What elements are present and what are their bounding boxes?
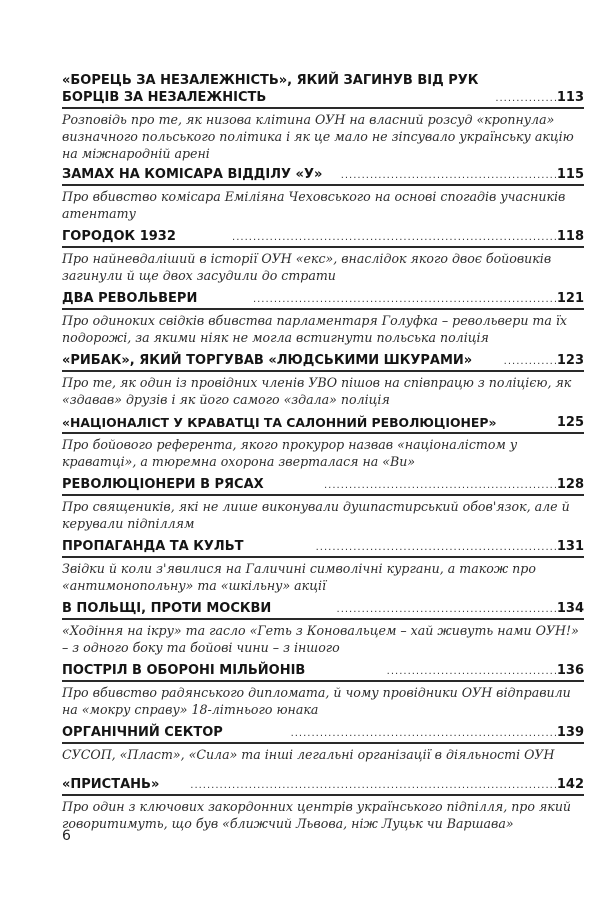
toc-entry-title: «НАЦІОНАЛІСТ У КРАВАТЦІ ТА САЛОННИЙ РЕВОЛЮЦІОНЕР» (62, 415, 497, 430)
toc-entry-heading (62, 166, 584, 186)
toc-entry (62, 72, 584, 166)
toc-entry-description: Звідки й коли з'явилися на Галичині символічні кургани, а також про «антимонопольну» та «шкільну» акції (62, 561, 536, 593)
toc-entry (62, 228, 584, 290)
toc-entry (62, 600, 584, 662)
toc-entry-description: Про вбивство радянського дипломата, й чому провідники ОУН відправили на «мокру справу» 18-літнього юнака (62, 685, 571, 717)
toc-entry-heading (62, 72, 584, 109)
toc-entry-title: «БОРЕЦЬ ЗА НЕЗАЛЕЖНІСТЬ», ЯКИЙ ЗАГИНУВ ВІД РУК БОРЦІВ ЗА НЕЗАЛЕЖНІСТЬ (62, 73, 479, 105)
toc-entry-title: В ПОЛЬЩІ, ПРОТИ МОСКВИ (62, 601, 272, 616)
toc-entry-title: ПРОПАГАНДА ТА КУЛЬТ (62, 539, 244, 554)
toc-entry-heading (62, 352, 584, 372)
toc-entry-heading (62, 414, 584, 434)
toc-entry (62, 662, 584, 724)
toc-entry-description: Про один з ключових закордонних центрів українського підпілля, про який говоритимуть, що був «ближчий Львова, ніж Луцьк чи Варшава» (62, 799, 572, 831)
toc-entry-title: ПОСТРІЛ В ОБОРОНІ МІЛЬЙОНІВ (62, 663, 306, 678)
toc-entry-heading (62, 228, 584, 248)
toc-entry-title: «РИБАК», ЯКИЙ ТОРГУВАВ «ЛЮДСЬКИМИ ШКУРАМИ» (62, 353, 473, 368)
toc-entry-title: ОРГАНІЧНИЙ СЕКТОР (62, 725, 223, 740)
toc-entry-description: Про найневдаліший в історії ОУН «екс», внаслідок якого двоє бойовиків загинули й ще двох засудили до страти (62, 251, 552, 283)
toc-entry-description: Про одиноких свідків вбивства парламентаря Голуфка – револьвери та їх подорожі, за якими ніяк не могла встигнути польська поліція (62, 313, 568, 345)
toc-entry-page: 123 (556, 353, 584, 368)
dot-leader: .......................................................... (315, 542, 558, 553)
table-of-contents (62, 72, 584, 838)
toc-entry-description: Розповідь про те, як низова клітина ОУН на власний розсуд «кропнула» визначного польського політика і як це мало не зіпсувало українську акцію на міжнародній арені (62, 112, 574, 161)
toc-entry-page: 134 (556, 601, 584, 616)
page-number: 6 (62, 828, 71, 844)
toc-entry (62, 166, 584, 228)
dot-leader: ............. (503, 356, 558, 367)
toc-entry-page: 125 (556, 415, 584, 430)
toc-entry (62, 776, 584, 838)
toc-entry-title: ДВА РЕВОЛЬВЕРИ (62, 291, 198, 306)
toc-entry (62, 724, 584, 768)
toc-entry-page: 128 (556, 477, 584, 492)
toc-entry (62, 290, 584, 352)
toc-entry-page: 139 (556, 725, 584, 740)
toc-entry (62, 538, 584, 600)
toc-entry-title: «ПРИСТАНЬ» (62, 777, 160, 792)
toc-entry (62, 414, 584, 476)
dot-leader: ........................................................ (323, 480, 558, 491)
dot-leader: ............... (495, 93, 558, 104)
dot-leader: ................................................................ (290, 728, 558, 739)
toc-entry-page: 131 (556, 539, 584, 554)
toc-entry-page: 115 (556, 167, 584, 182)
toc-entry (62, 476, 584, 538)
toc-entry-page: 113 (556, 90, 584, 105)
toc-entry-page: 136 (556, 663, 584, 678)
dot-leader: .................................................... (340, 170, 558, 181)
toc-entry-heading (62, 776, 584, 796)
dot-leader: ......................................... (386, 666, 558, 677)
toc-entry-heading (62, 724, 584, 744)
toc-entry-description: Про бойового референта, якого прокурор назвав «націоналістом у краватці», а тюремна охорона зверталася на «Ви» (62, 437, 518, 469)
toc-entry-title: РЕВОЛЮЦІОНЕРИ В РЯСАХ (62, 477, 264, 492)
dot-leader: ..................................................... (336, 604, 558, 615)
toc-entry-description: Про вбивство комісара Еміліяна Чеховського на основі спогадів учасників атентату (62, 189, 566, 221)
toc-entry-heading (62, 538, 584, 558)
toc-entry-heading (62, 476, 584, 496)
toc-entry-page: 121 (556, 291, 584, 306)
toc-entry (62, 352, 584, 414)
toc-entry-heading (62, 290, 584, 310)
toc-entry-title: ГОРОДОК 1932 (62, 229, 176, 244)
toc-entry-description: «Ходіння на ікру» та гасло «Геть з Коновальцем – хай живуть нами ОУН!» – з одного боку та бойові чини – з іншого (62, 623, 579, 655)
toc-entry-description: Про священиків, які не лише виконували душпастирський обов'язок, але й керували підпіллям (62, 499, 570, 531)
toc-entry-page: 118 (556, 229, 584, 244)
toc-entry-page: 142 (556, 777, 584, 792)
toc-entry-description: Про те, як один із провідних членів УВО пішов на співпрацю з поліцією, як «здавав» друзів і як його самого «здала» поліція (62, 375, 572, 407)
toc-entry-heading (62, 600, 584, 620)
dot-leader: ........................................................................................ (190, 780, 558, 791)
dot-leader: ......................................................................... (252, 294, 558, 305)
toc-entry-description: СУСОП, «Пласт», «Сила» та інші легальні організації в діяльності ОУН (62, 747, 555, 762)
toc-entry-heading (62, 662, 584, 682)
toc-entry-title: ЗАМАХ НА КОМІСАРА ВІДДІЛУ «У» (62, 167, 323, 182)
dot-leader: .............................................................................. (232, 232, 558, 243)
